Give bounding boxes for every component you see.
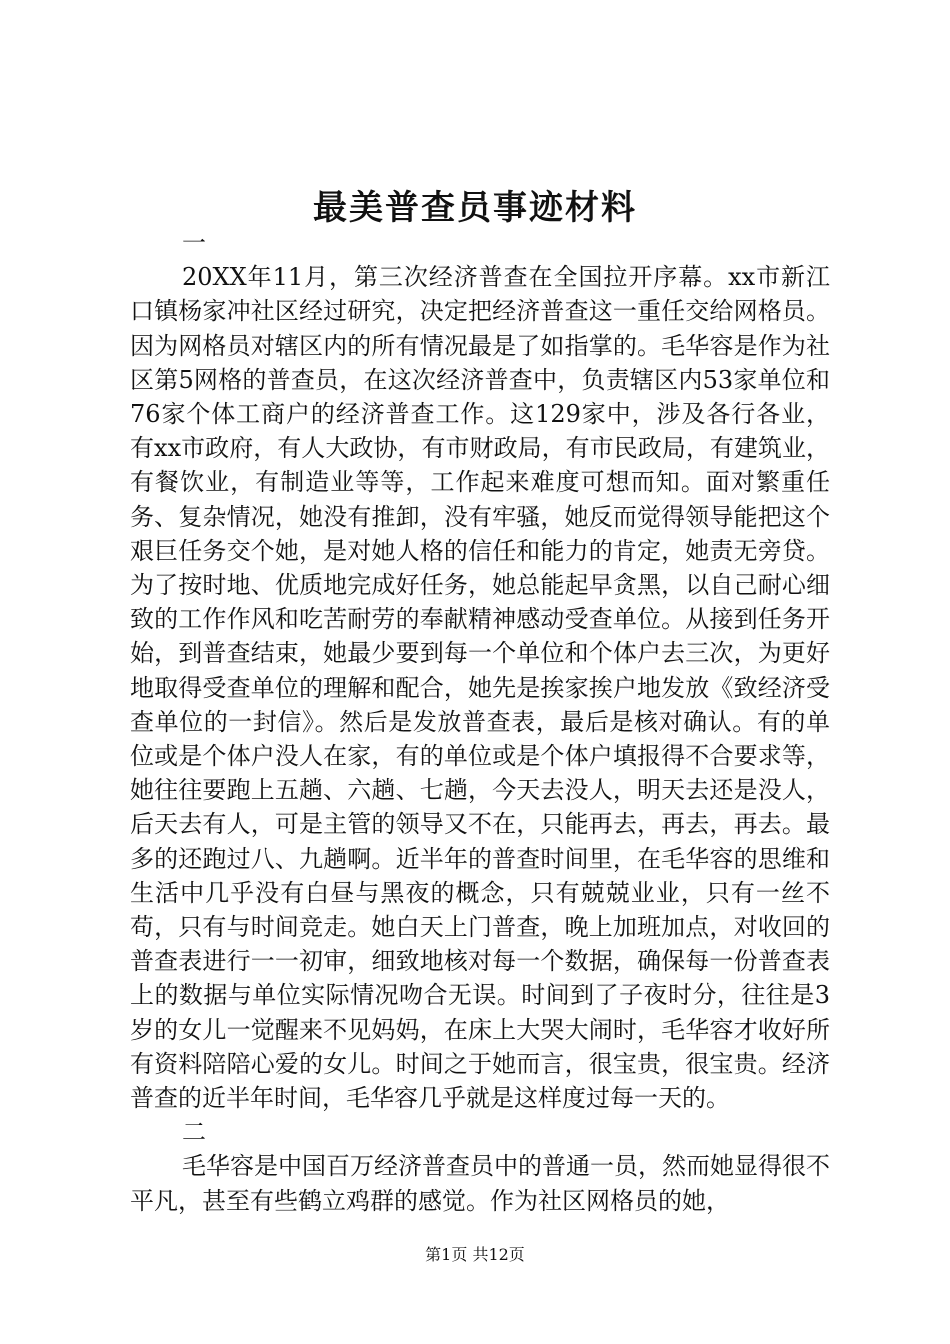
section-mark-1: 一 [182, 229, 206, 257]
paragraph: 毛华容是中国百万经济普查员中的普通一员，然而她显得很不平凡，甚至有些鹤立鸡群的感觉。作为社区网格员的她， [130, 1152, 830, 1215]
section-mark-2: 二 [182, 1118, 206, 1147]
paragraph: 20XX年11月，第三次经济普查在全国拉开序幕。xx市新江口镇杨家冲社区经过研究，决定把经济普查这一重任交给网格员。因为网格员对辖区内的所有情况最是了如指掌的。毛华容是作为社区第5网格的普查员，在这次经济普查中，负责辖区内53家单位和76家个体工商户的经济普查工作。这129家中，涉及各行各业，有xx市政府，有人大政协，有市财政局，有市民政局，有建筑业，有餐饮业，有制造业等等，工作起来难度可想而知。面对繁重任务、复杂情况，她没有推卸，没有牢骚，她反而觉得领导能把这个艰巨任务交个她，是对她人格的信任和能力的肯定，她责无旁贷。为了按时地、优质地完成好任务，她总能起早贪黑，以自己耐心细致的工作作风和吃苦耐劳的奉献精神感动受查单位。从接到任务开始，到普查结束，她最少要到每一个单位和个体户去三次，为更好地取得受查单位的理解和配合，她先是挨家挨户地发放《致经济受查单位的一封信》。然后是发放普查表，最后是核对确认。有的单位或是个体户没人在家，有的单位或是个体户填报得不合要求等，她往往要跑上五趟、六趟、七趟，今天去没人，明天去还是没人，后天去有人，可是主管的领导又不在，只能再去，再去，再去。最多的还跑过八、九趟啊。近半年的普查时间里，在毛华容的思维和生活中几乎没有白昼与黑夜的概念，只有兢兢业业，只有一丝不苟，只有与时间竞走。她白天上门普查，晚上加班加点，对收回的普查表进行一一初审，细致地核对每一个数据，确保每一份普查表上的数据与单位实际情况吻合无误。时间到了子夜时分，往往是3岁的女儿一觉醒来不见妈妈，在床上大哭大闹时，毛华容才收好所有资料陪陪心爱的女儿。时间之于她而言，很宝贵，很宝贵。经济普查的近半年时间，毛华容几乎就是这样度过每一天的。 [130, 263, 830, 1113]
page-footer: 第1页 共12页 [425, 1245, 525, 1264]
page-title: 最美普查员事迹材料 [313, 188, 637, 228]
document-body [130, 226, 830, 1218]
